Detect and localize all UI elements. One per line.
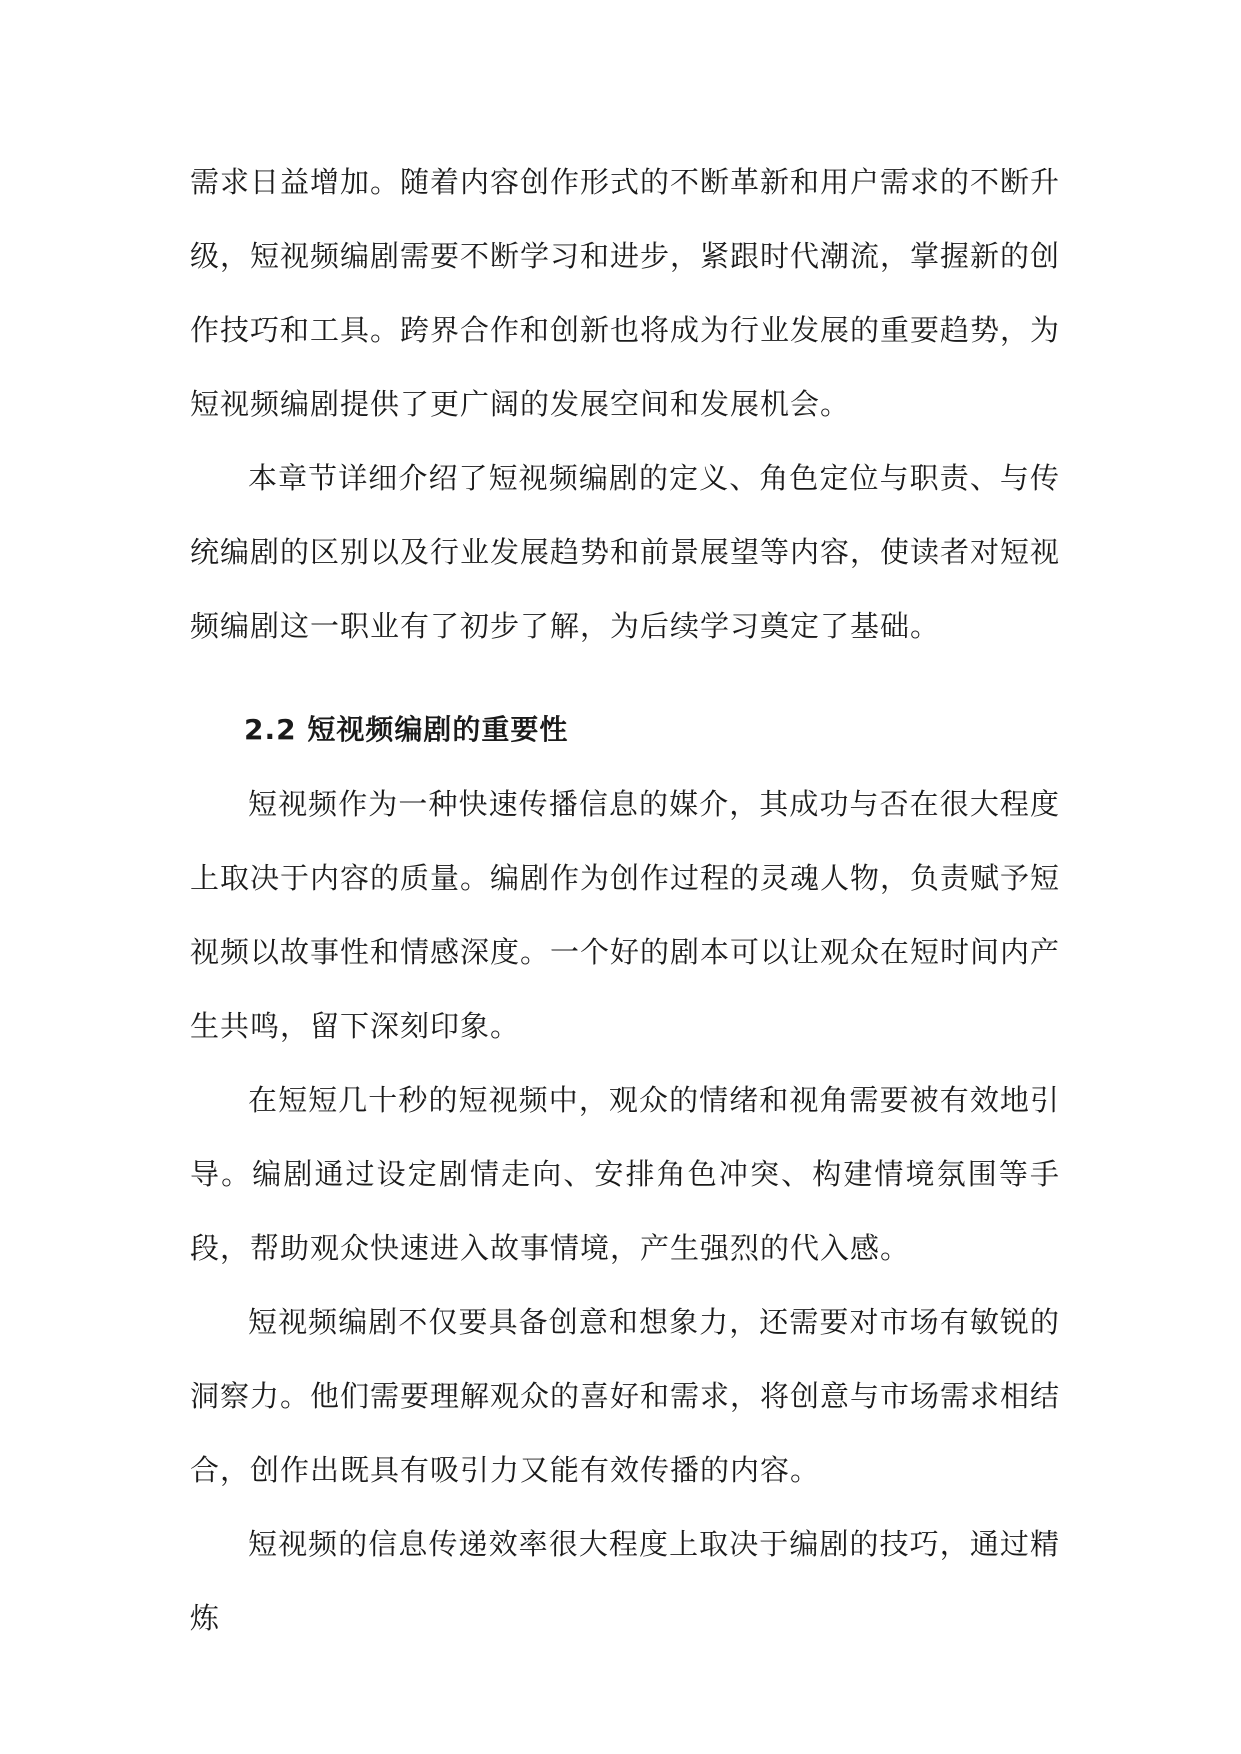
paragraph: 在短短几十秒的短视频中，观众的情绪和视角需要被有效地引导。编剧通过设定剧情走向、安排角色冲突、构建情境氛围等手段，帮助观众快速进入故事情境，产生强烈的代入感。 — [190, 1083, 1060, 1265]
paragraph-continued: 需求日益增加。随着内容创作形式的不断革新和用户需求的不断升级，短视频编剧需要不断学习和进步，紧跟时代潮流，掌握新的创作技巧和工具。跨界合作和创新也将成为行业发展的重要趋势，为短视频编剧提供了更广阔的发展空间和发展机会。 — [190, 165, 1061, 421]
paragraph-chapter-summary: 本章节详细介绍了短视频编剧的定义、角色定位与职责、与传统编剧的区别以及行业发展趋势和前景展望等内容，使读者对短视频编剧这一职业有了初步了解，为后续学习奠定了基础。 — [190, 461, 1061, 643]
section-heading: 2.2 短视频编剧的重要性 — [244, 713, 569, 746]
paragraph: 短视频作为一种快速传播信息的媒介，其成功与否在很大程度上取决于内容的质量。编剧作为创作过程的灵魂人物，负责赋予短视频以故事性和情感深度。一个好的剧本可以让观众在短时间内产生共鸣，留下深刻印象。 — [190, 787, 1061, 1043]
paragraph: 短视频的信息传递效率很大程度上取决于编剧的技巧，通过精炼 — [190, 1527, 1060, 1635]
paragraph: 短视频编剧不仅要具备创意和想象力，还需要对市场有敏锐的洞察力。他们需要理解观众的喜好和需求，将创意与市场需求相结合，创作出既具有吸引力又能有效传播的内容。 — [190, 1305, 1061, 1487]
document-body — [190, 145, 1060, 1655]
